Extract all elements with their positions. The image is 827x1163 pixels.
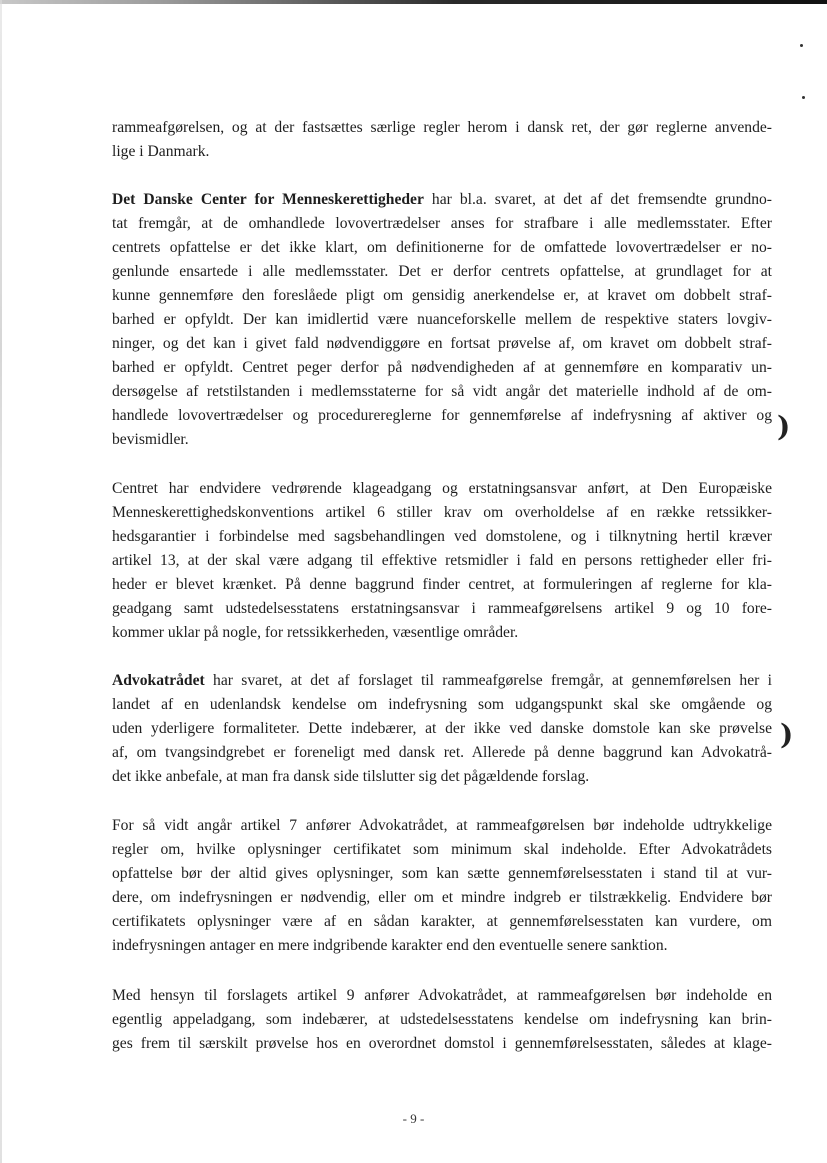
text-line: handlede lovovertrædelser og procedurereglerne for gennemførelse af indefrysning af aktiver og <box>112 407 772 424</box>
text-line: barhed er opfyldt. Centret peger derfor på nødvendigheden af at gennemføre en komparativ un- <box>112 359 772 376</box>
text-line: certifikatets oplysninger være af en sådan karakter, at gennemførelsesstaten kan vurdere, om <box>112 913 772 930</box>
text-line: af, om tvangsindgrebet er foreneligt med dansk ret. Allerede på denne baggrund kan Advokatrå- <box>112 744 772 761</box>
text-line: dere, om indefrysningen er nødvendig, eller om et mindre indgreb er tilstrækkelig. Endvidere bør <box>112 889 772 906</box>
text-line: indefrysningen antager en mere indgribende karakter end den eventuelle senere sanktion. <box>112 937 668 954</box>
text-line: genlunde ensartede i alle medlemsstater. Det er derfor centrets opfattelse, at grundlaget for at <box>112 263 772 280</box>
scan-speck <box>802 96 805 99</box>
paragraph-6 <box>112 984 772 1056</box>
paragraph-1 <box>112 116 772 164</box>
text-line: centrets opfattelse er det ikke klart, om definitionerne for de omfattede lovovertrædelser er no- <box>112 239 772 256</box>
scan-edge <box>0 0 827 4</box>
scan-speck <box>800 44 803 47</box>
paragraph-4 <box>112 669 772 789</box>
paragraph-5 <box>112 814 772 958</box>
text-line: artikel 13, at der skal være adgang til effektive retsmidler i fald en persons rettigheder eller fri- <box>112 552 772 569</box>
text-line: bevismidler. <box>112 431 189 448</box>
text-line: ninger, og det kan i givet fald nødvendiggøre en fortsat prøvelse af, om kravet om dobbelt straf- <box>112 335 772 352</box>
paragraph-2 <box>112 188 772 452</box>
text-line: rammeafgørelsen, og at der fastsættes særlige regler herom i dansk ret, der gør reglerne anvende- <box>112 119 772 136</box>
text-line: det ikke anbefale, at man fra dansk side tilslutter sig det pågældende forslag. <box>112 768 590 785</box>
text-line: hedsgarantier i forbindelse med sagsbehandlingen ved domstolene, og i tilknytning hertil kræver <box>112 528 772 545</box>
organization-name: Advokatrådet <box>112 672 205 689</box>
margin-mark: ) <box>777 410 791 443</box>
text-line: Centret har endvidere vedrørende klageadgang og erstatningsansvar anført, at Den Europæiske <box>112 480 772 497</box>
text-line: Advokatrådet har svaret, at det af forslaget til rammeafgørelse fremgår, at gennemførelsen her i <box>112 672 772 689</box>
organization-name: Det Danske Center for Menneskerettigheder <box>112 191 424 208</box>
text-line: barhed er opfyldt. Der kan imidlertid være nuanceforskelle mellem de respektive staters lovgiv- <box>112 311 772 328</box>
text-line: geadgang samt udstedelsesstatens erstatningsansvar i rammeafgørelsens artikel 9 og 10 fore- <box>112 600 772 617</box>
text-line: ges frem til særskilt prøvelse hos en overordnet domstol i gennemførelsesstaten, således at klage- <box>112 1035 772 1052</box>
text-line: dersøgelse af retstilstanden i medlemsstaterne for så vidt angår det materielle indhold af de om- <box>112 383 772 400</box>
text-line: tat fremgår, at de omhandlede lovovertrædelser anses for strafbare i alle medlemsstater. Efter <box>112 215 772 232</box>
paragraph-3 <box>112 477 772 645</box>
text-line: regler om, hvilke oplysninger certifikatet som minimum skal indeholde. Efter Advokatrådets <box>112 841 772 858</box>
text-line: kommer uklar på nogle, for retssikkerheden, væsentlige områder. <box>112 624 519 641</box>
text-line: landet af en udenlandsk kendelse om indefrysning som udgangspunkt skal ske omgående og <box>112 696 772 713</box>
text-line: opfattelse bør der altid gives oplysninger, som kan sætte gennemførelsesstaten i stand til at vur- <box>112 865 772 882</box>
margin-mark: ) <box>780 718 794 751</box>
text-line: Det Danske Center for Menneskerettigheder har bl.a. svaret, at det af det fremsendte grundno- <box>112 191 772 208</box>
text-line: egentlig appeladgang, som indebærer, at udstedelsesstatens kendelse om indefrysning kan brin- <box>112 1011 772 1028</box>
text-line: kunne gennemføre den foreslåede pligt om gensidig anerkendelse er, at kravet om dobbelt straf- <box>112 287 772 304</box>
text-line: Med hensyn til forslagets artikel 9 anfører Advokatrådet, at rammeafgørelsen bør indeholde en <box>112 987 772 1004</box>
scan-edge-left <box>0 0 2 1163</box>
text-line: For så vidt angår artikel 7 anfører Advokatrådet, at rammeafgørelsen bør indeholde udtrykkelige <box>112 817 772 834</box>
page-number: - 9 - <box>402 1111 425 1126</box>
text-line: heder er blevet krænket. På denne baggrund finder centret, at formuleringen af reglerne for kla- <box>112 576 772 593</box>
text-line: lige i Danmark. <box>112 143 210 160</box>
text-line: Menneskerettighedskonventions artikel 6 stiller krav om overholdelse af en række retssikker- <box>112 504 772 521</box>
text-line: uden yderligere formaliteter. Dette indebærer, at der ikke ved danske domstole kan ske prøvelse <box>112 720 772 737</box>
